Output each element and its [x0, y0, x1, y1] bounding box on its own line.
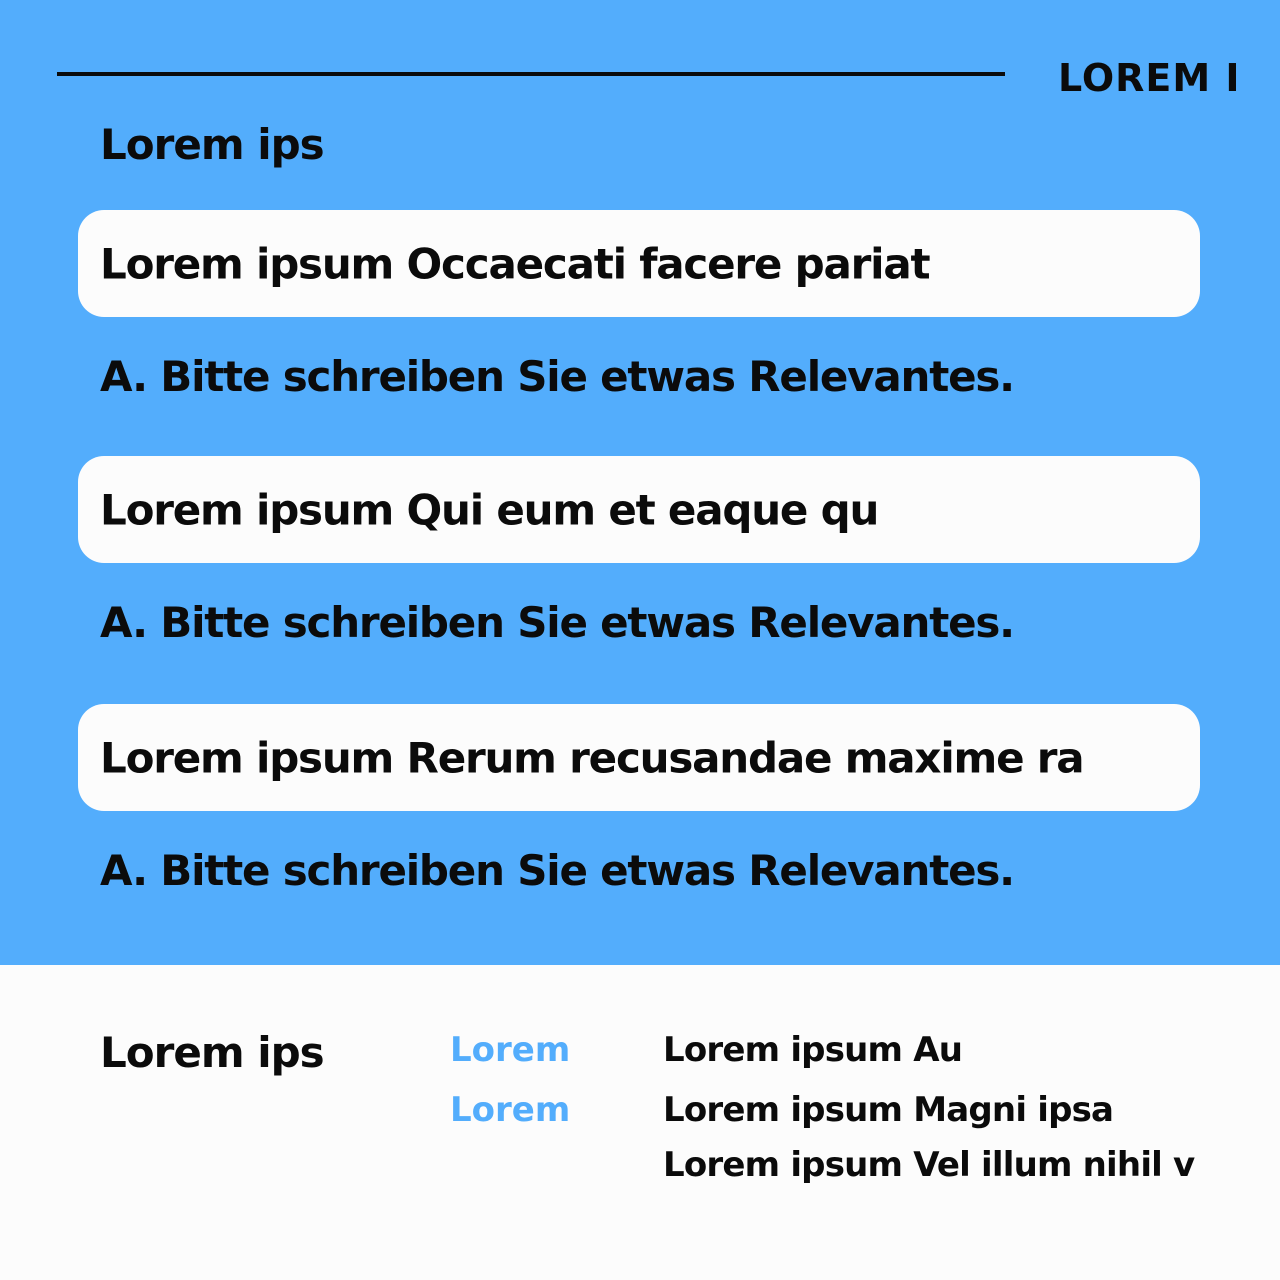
- question-text-2: Lorem ipsum Qui eum et eaque qu: [100, 485, 879, 534]
- question-text-3: Lorem ipsum Rerum recusandae maxime ra: [100, 733, 1084, 782]
- question-card-3: [78, 704, 1200, 811]
- section-title: Lorem ips: [100, 120, 324, 169]
- question-card-2: [78, 456, 1200, 563]
- footer-value-3: Lorem ipsum Vel illum nihil v: [663, 1145, 1195, 1185]
- question-text-1: Lorem ipsum Occaecati facere pariat: [100, 239, 930, 288]
- header-divider: [57, 72, 1005, 76]
- corner-label: LOREM I: [1058, 56, 1241, 100]
- footer-title: Lorem ips: [100, 1028, 324, 1077]
- footer-label-1: Lorem: [450, 1030, 571, 1070]
- answer-text-3: A. Bitte schreiben Sie etwas Relevantes.: [100, 846, 1014, 895]
- answer-text-2: A. Bitte schreiben Sie etwas Relevantes.: [100, 598, 1014, 647]
- footer-value-1: Lorem ipsum Au: [663, 1030, 963, 1070]
- footer-value-2: Lorem ipsum Magni ipsa: [663, 1090, 1114, 1130]
- footer-label-2: Lorem: [450, 1090, 571, 1130]
- question-card-1: [78, 210, 1200, 317]
- answer-text-1: A. Bitte schreiben Sie etwas Relevantes.: [100, 352, 1014, 401]
